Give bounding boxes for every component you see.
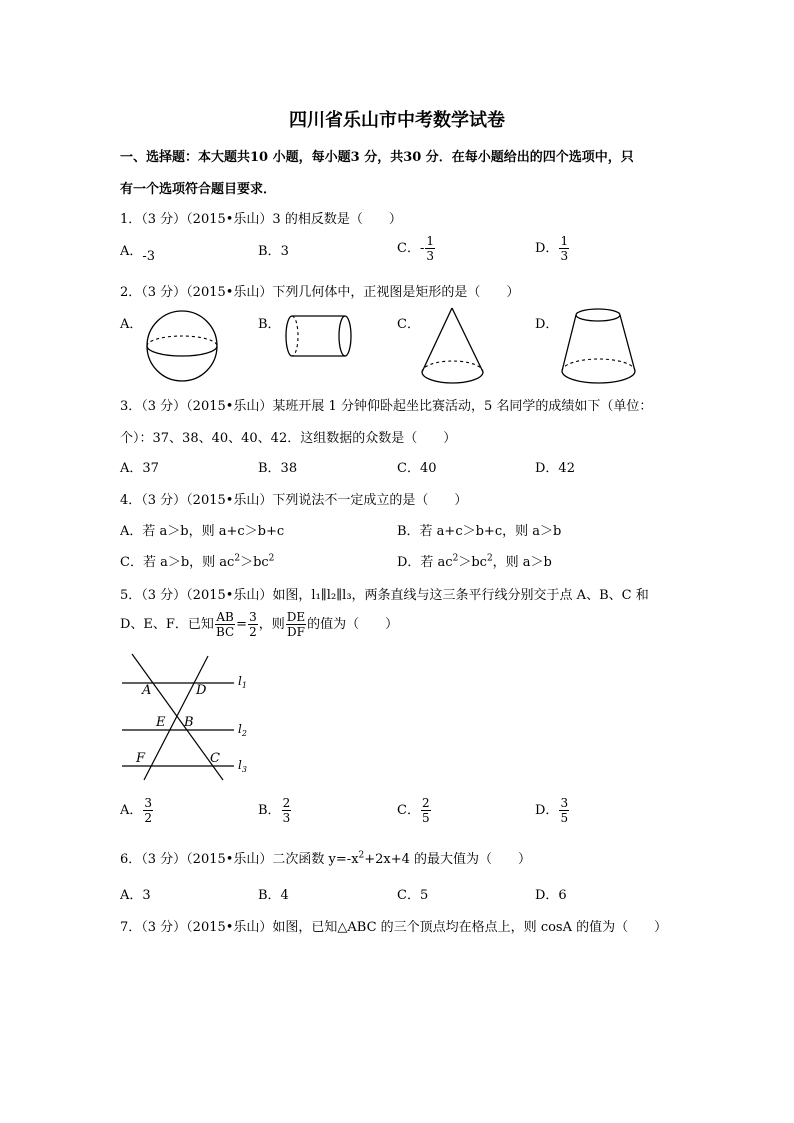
q1-option-c: C．- $\frac{1}{3}$ (397, 234, 434, 263)
q2-option-a-label: A． (120, 317, 143, 332)
q4-option-c: C．若 a＞b，则 $ac^2>bc^2$ (120, 553, 275, 570)
q5-option-b: B． $\frac{2}{3}$ (258, 796, 291, 825)
question-3-line2: 个）：37、38、40、40、42．这组数据的众数是（ ） (120, 431, 457, 446)
q3-option-b: B．38 (258, 461, 298, 476)
question-5-line1: 5．（3 分）（2015•乐山）如图，l₁∥l₂∥l₃，两条直线与这三条平行线分别交于点 A、B、C 和 (120, 588, 649, 603)
label-line-l2: $l_2$ (238, 722, 247, 738)
q4-option-d: D．若 $ac^2>bc^2$，则 a＞b (397, 553, 552, 570)
label-line-l1: $l_1$ (238, 674, 247, 690)
section-instructions-line2: 有一个选项符合题目要求． (120, 182, 277, 197)
question-5-line2: D、E、F．已知 $\frac{AB}{BC}$ = $\frac{3}{2}$ ，则 $\frac{DE}{DF}$ 的值为（ ） (120, 610, 399, 639)
q6-option-a: A．3 (120, 888, 151, 903)
q5-option-d: D． $\frac{3}{5}$ (535, 796, 569, 825)
label-point-d: D (196, 683, 207, 698)
frustum-figure (556, 304, 640, 390)
fraction-3-2: $\frac{3}{2}$ (249, 610, 257, 639)
page-title: 四川省乐山市中考数学试卷 (289, 110, 505, 131)
question-1-stem: 1．（3 分）（2015•乐山）3 的相反数是（ ） (120, 212, 402, 227)
parallel-lines-figure (118, 648, 258, 782)
q3-option-a: A．37 (120, 461, 159, 476)
cone-figure (418, 304, 490, 390)
fraction: $\frac{1}{3}$ (560, 234, 569, 263)
label-point-b: B (184, 715, 194, 730)
label-point-f: F (136, 751, 146, 766)
label-point-a: A (142, 683, 152, 698)
question-2-stem: 2．（3 分）（2015•乐山）下列几何体中，正视图是矩形的是（ ） (120, 285, 520, 300)
question-6-stem: 6．（3 分）（2015•乐山）二次函数 $y=-x^2+2x+4$ 的最大值为（ ） (120, 850, 532, 867)
q2-option-c-label: C． (397, 317, 420, 332)
q2-option-b-label: B． (258, 317, 281, 332)
section-instructions-line1: 一、选择题：本大题共10 小题，每小题3 分，共30 分．在每小题给出的四个选项中，只 (120, 150, 634, 165)
q1-option-b: B．3 (258, 244, 289, 259)
label-point-e: E (156, 715, 166, 730)
question-4-stem: 4．（3 分）（2015•乐山）下列说法不一定成立的是（ ） (120, 493, 468, 508)
q6-option-b: B．4 (258, 888, 289, 903)
cylinder-figure (282, 310, 360, 362)
q2-option-d-label: D． (535, 317, 559, 332)
question-7-stem: 7．（3 分）（2015•乐山）如图，已知△ABC 的三个顶点均在格点上，则 cosA 的值为（ ） (120, 920, 668, 935)
question-3-line1: 3．（3 分）（2015•乐山）某班开展 1 分钟仰卧起坐比赛活动，5 名同学的成绩如下（单位： (120, 399, 653, 414)
q4-option-a: A．若 a＞b，则 a+c＞b+c (120, 524, 285, 539)
q6-option-c: C．5 (397, 888, 429, 903)
q3-option-c: C．40 (397, 461, 437, 476)
q1-option-a: A．-3 (120, 244, 156, 264)
q1-option-d: D． $\frac{1}{3}$ (535, 234, 569, 263)
label-line-l3: $l_3$ (238, 758, 247, 774)
fraction: $\frac{1}{3}$ (426, 234, 434, 263)
q5-option-a: A． $\frac{3}{2}$ (120, 796, 153, 825)
sphere-figure (144, 304, 224, 388)
q4-option-b: B．若 a+c＞b+c，则 a＞b (397, 524, 562, 539)
fraction: $\frac{3}{5}$ (560, 796, 569, 825)
q6-option-d: D．6 (535, 888, 567, 903)
label-point-c: C (210, 751, 220, 766)
fraction: $\frac{3}{2}$ (144, 796, 153, 825)
fraction-ab-bc: $\frac{AB}{BC}$ (215, 610, 235, 639)
fraction: $\frac{2}{5}$ (421, 796, 430, 825)
q5-option-c: C． $\frac{2}{5}$ (397, 796, 430, 825)
fraction: $\frac{2}{3}$ (282, 796, 291, 825)
fraction-de-df: $\frac{DE}{DF}$ (286, 610, 306, 639)
q3-option-d: D．42 (535, 461, 575, 476)
